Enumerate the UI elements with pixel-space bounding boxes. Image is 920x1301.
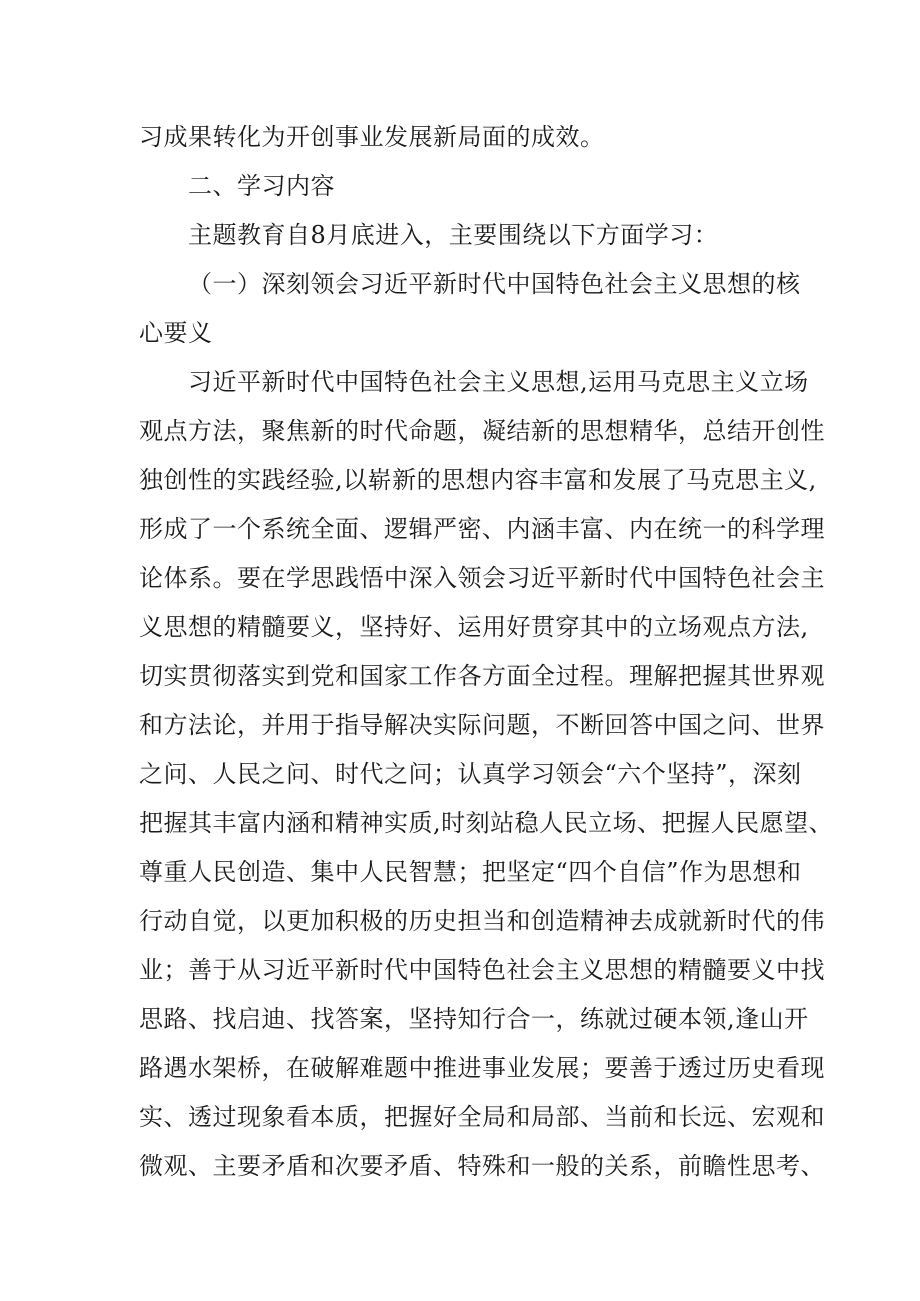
section-heading: 二、学习内容	[188, 172, 335, 200]
body-line: 习近平新时代中国特色社会主义思想,运用马克思主义立场	[188, 368, 809, 396]
body-line: 切实贯彻落实到党和国家工作各方面全过程。理解把握其世界观	[139, 662, 825, 690]
body-line: 微观、主要矛盾和次要矛盾、特殊和一般的关系，前瞻性思考、	[139, 1152, 825, 1180]
body-line: 把握其丰富内涵和精神实质,时刻站稳人民立场、把握人民愿望、	[139, 809, 834, 837]
body-line: 观点方法，聚焦新的时代命题，凝结新的思想精华，总结开创性	[139, 417, 825, 445]
body-line: 行动自觉，以更加积极的历史担当和创造精神去成就新时代的伟	[139, 907, 825, 935]
subsection-heading-line-1: （一）深刻领会习近平新时代中国特色社会主义思想的核	[188, 270, 801, 298]
body-line: 业；善于从习近平新时代中国特色社会主义思想的精髓要义中找	[139, 956, 825, 984]
body-line: 之问、人民之问、时代之问；认真学习领会“六个坚持”，深刻	[139, 760, 802, 788]
intro-line: 主题教育自8月底进入，主要围绕以下方面学习：	[188, 221, 719, 249]
body-line: 形成了一个系统全面、逻辑严密、内涵丰富、内在统一的科学理	[139, 515, 825, 543]
body-line: 尊重人民创造、集中人民智慧；把坚定“四个自信”作为思想和	[139, 858, 802, 886]
paragraph-line-continuation: 习成果转化为开创事业发展新局面的成效。	[139, 123, 605, 151]
subsection-heading-line-2: 心要义	[139, 319, 213, 347]
body-line: 和方法论，并用于指导解决实际问题，不断回答中国之问、世界	[139, 711, 825, 739]
body-line: 思路、找启迪、找答案，坚持知行合一，练就过硬本领,逢山开	[139, 1005, 809, 1033]
body-line: 实、透过现象看本质，把握好全局和局部、当前和长远、宏观和	[139, 1103, 825, 1131]
body-line: 路遇水架桥，在破解难题中推进事业发展；要善于透过历史看现	[139, 1054, 825, 1082]
body-line: 义思想的精髓要义，坚持好、运用好贯穿其中的立场观点方法,	[139, 613, 809, 641]
body-line: 独创性的实践经验,以崭新的思想内容丰富和发展了马克思主义,	[139, 466, 817, 494]
body-line: 论体系。要在学思践悟中深入领会习近平新时代中国特色社会主	[139, 564, 825, 592]
